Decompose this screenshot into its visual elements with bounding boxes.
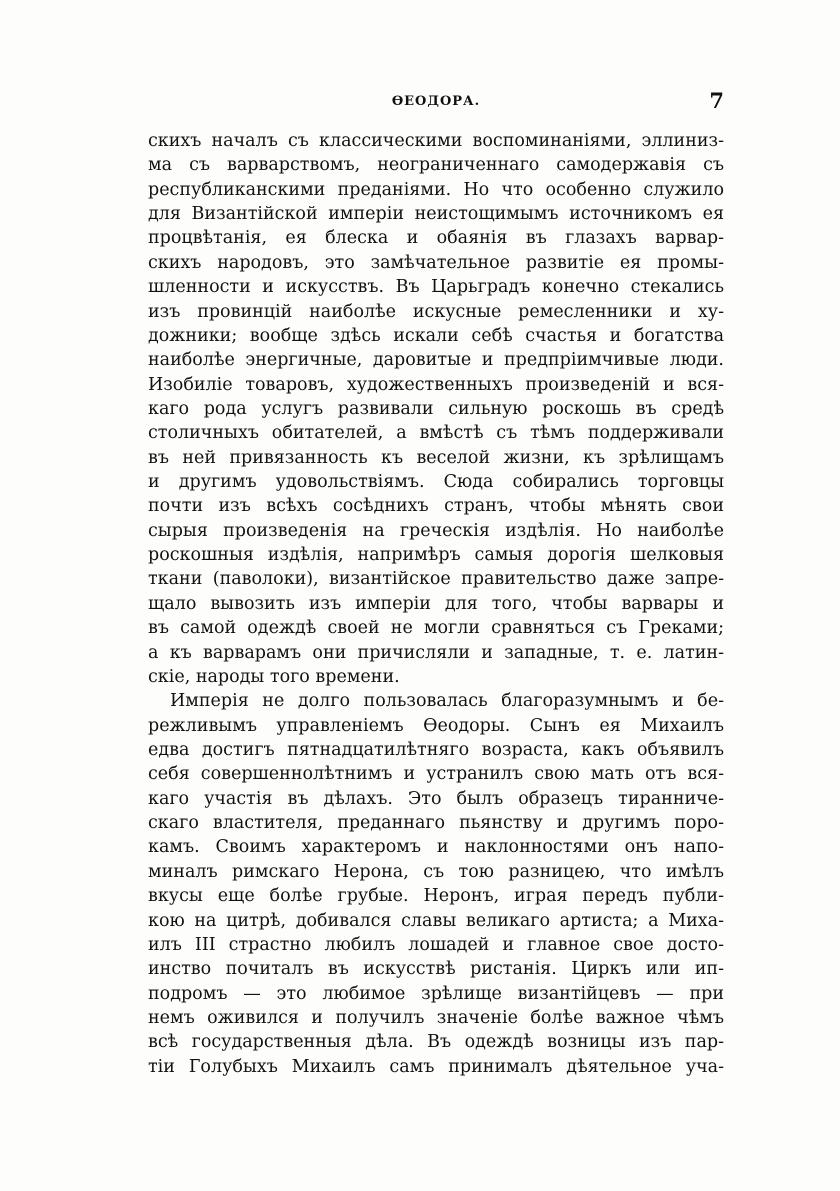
text-line: ма съ варварствомъ, неограниченнаго самодержавія съ (148, 155, 724, 176)
text-line: процвѣтанія, ея блеска и обаянія въ глазахъ варвар- (148, 228, 724, 249)
body-text (148, 129, 724, 1079)
page-number: 7 (709, 88, 724, 113)
text-line: всѣ государственныя дѣла. Въ одеждѣ возницы изъ пар- (148, 1032, 724, 1053)
text-line: каго рода услугъ развивали сильную роскошь въ средѣ (148, 398, 724, 419)
text-line: столичныхъ обитателей, а вмѣстѣ съ тѣмъ поддерживали (148, 423, 724, 444)
text-line: тіи Голубыхъ Михаилъ самъ принималъ дѣятельное уча- (148, 1056, 724, 1077)
text-line: для Византійской имперіи неистощимымъ источникомъ ея (148, 204, 724, 225)
text-line: себя совершеннолѣтнимъ и устранилъ свою мать отъ вся- (148, 764, 724, 785)
text-line: кою на цитрѣ, добивался славы великаго артиста; а Миха- (148, 910, 724, 931)
text-line: сырыя произведенія на греческія издѣлія. Но наиболѣе (148, 520, 724, 541)
running-head (148, 88, 724, 118)
text-line: немъ оживился и получилъ значеніе болѣе важное чѣмъ (148, 1007, 724, 1028)
text-line: въ ней привязанность къ веселой жизни, къ зрѣлищамъ (148, 447, 724, 468)
text-line: изъ провинцій наиболѣе искусные ремесленники и ху- (148, 301, 724, 322)
text-line: скаго властителя, преданнаго пьянству и другимъ поро- (148, 813, 724, 834)
text-line: камъ. Своимъ характеромъ и наклонностями онъ напо- (148, 837, 724, 858)
text-line: въ самой одеждѣ своей не могли сравняться съ Греками; (148, 618, 724, 639)
text-line: миналъ римскаго Нерона, съ тою разницею, что имѣлъ (148, 861, 724, 882)
text-line: щало вывозить изъ имперіи для того, чтобы варвары и (148, 593, 724, 614)
text-line: режливымъ управленіемъ Ѳеодоры. Сынъ ея Михаилъ (148, 715, 724, 736)
text-line: инство почиталъ въ искусствѣ ристанія. Циркъ или ип- (148, 959, 724, 980)
paragraph-1 (148, 129, 724, 689)
text-line: скихъ началъ съ классическими воспоминаніями, эллиниз- (148, 131, 724, 151)
text-line: Изобиліе товаровъ, художественныхъ произведеній и вся- (148, 374, 724, 395)
text-line: роскошныя издѣлія, напримѣръ самыя дорогія шелковыя (148, 545, 724, 566)
text-line: скихъ народовъ, это замѣчательное развитіе ея промы- (148, 252, 724, 273)
text-line: а къ варварамъ они причисляли и западные, т. е. латин- (148, 642, 724, 663)
text-line: дожники; вообще здѣсь искали себѣ счастья и богатства (148, 325, 724, 346)
text-line: едва достигъ пятнадцатилѣтняго возраста, какъ объявилъ (148, 739, 724, 760)
text-line: и другимъ удовольствіямъ. Сюда собирались торговцы (148, 472, 724, 493)
text-line: Имперія не долго пользовалась благоразумнымъ и бе- (170, 691, 724, 712)
text-line: шленности и искусствъ. Въ Царьградъ конечно стекались (148, 277, 724, 298)
paragraph-2 (148, 689, 724, 1079)
text-line: скіе, народы того времени. (148, 666, 400, 687)
text-line: наиболѣе энергичные, даровитые и предпріимчивые люди. (148, 350, 724, 371)
text-line: подромъ — это любимое зрѣлище византійцевъ — при (148, 983, 724, 1004)
running-title: ѲЕОДОРА. (391, 94, 481, 109)
text-line: илъ III страстно любилъ лошадей и главное свое досто- (148, 934, 724, 955)
text-line: вкусы еще болѣе грубые. Неронъ, играя передъ публи- (148, 886, 724, 907)
text-line: ткани (паволоки), византійское правительство даже запре- (148, 569, 724, 590)
text-line: республиканскими преданіями. Но что особенно служило (148, 179, 724, 200)
text-line: каго участія въ дѣлахъ. Это былъ образецъ тиранниче- (148, 788, 724, 809)
text-line: почти изъ всѣхъ сосѣднихъ странъ, чтобы мѣнять свои (148, 496, 724, 517)
